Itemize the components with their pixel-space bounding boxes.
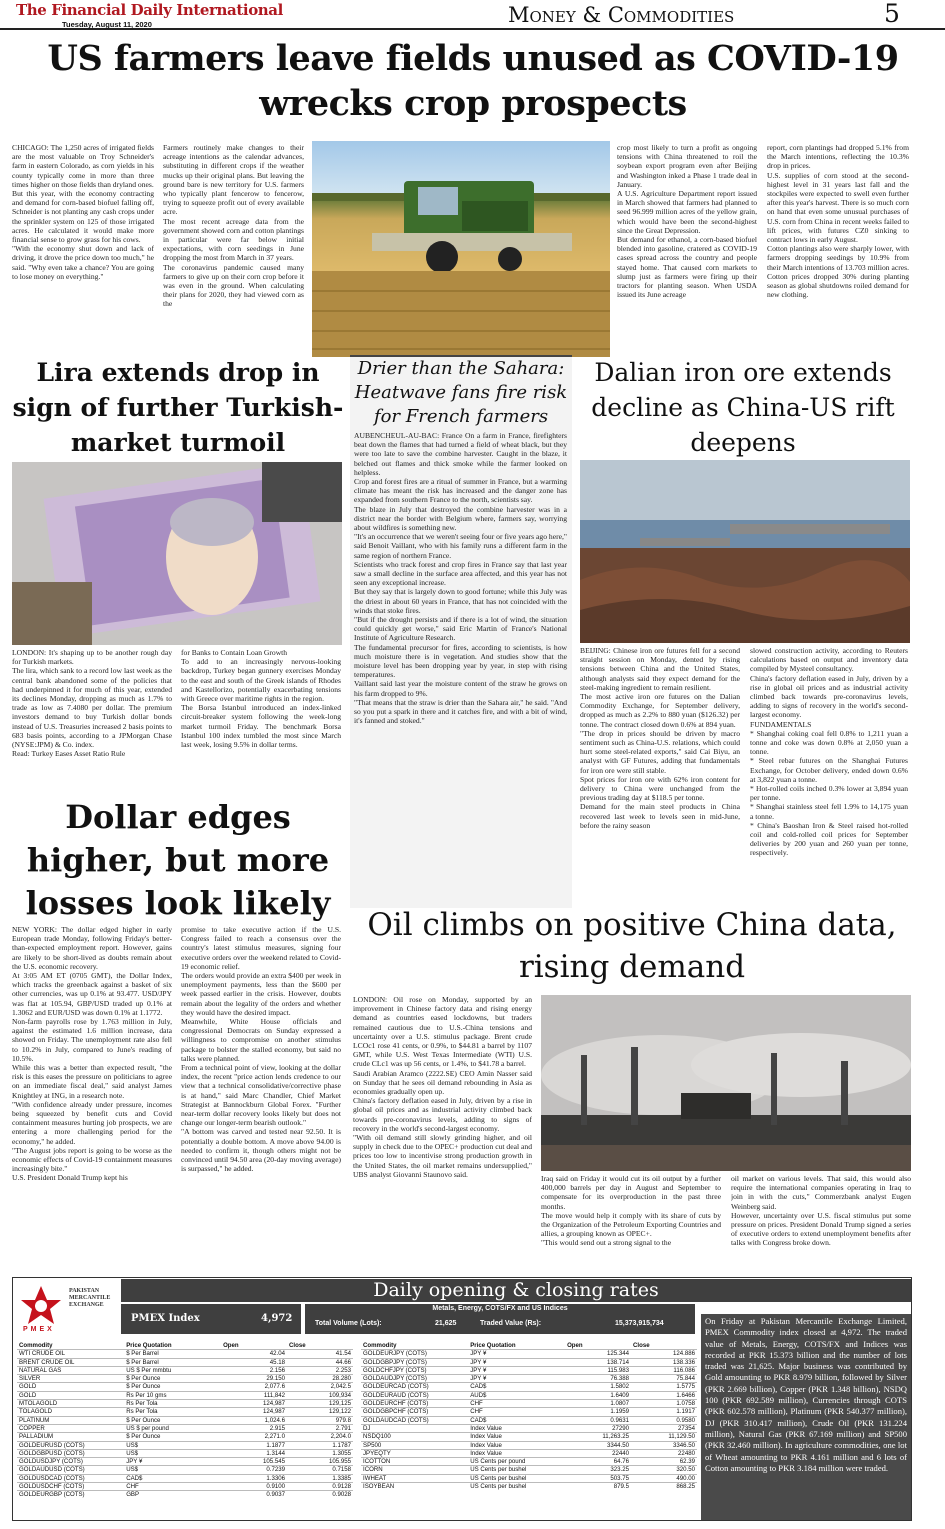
close-cell: 0.9028 [332,1491,351,1499]
section-title: Money & Commodities [508,3,735,27]
close-cell: 116.086 [673,1366,695,1374]
commodity-cell: GOLDUSDJPY (COTS) [19,1458,83,1466]
open-cell: 22440 [612,1449,630,1457]
open-cell: 1.5802 [610,1383,630,1391]
rates-banner-text: Daily opening & closing rates [373,1279,659,1301]
commodity-cell: IWHEAT [363,1474,387,1482]
farmers-col1: CHICAGO: The 1,250 acres of irrigated fields are the most valuable on Troy Schneider's farm in eastern Colorado, as corn yields in his county typically come in more than three times higher on those fields than dryland ones. But this year, with the economy contracting and demand for corn-based biofuel falling off, Schneider is not planting any cash crops under the sprinkler system on 125 of those irrigated acres. He calculated it would make more financial sense to grow grass for his cows. "With the economy shut down and lack of driving, it drove the price down too much," he said. "Why even take a chance? You are going to lose money on everything." [12,143,154,281]
traded-label: Traded Value (Rs): [480,1320,542,1327]
commodity-cell: GOLDGBPCHF (COTS) [363,1408,429,1416]
quotation-cell: Rs Per Tola [126,1400,158,1408]
table-row [361,1350,697,1358]
open-cell: 0.9100 [266,1483,286,1491]
open-cell: 115.983 [607,1366,630,1374]
table-row [17,1449,353,1457]
close-cell: 105.955 [328,1458,351,1466]
close-cell: 2.791 [335,1424,351,1432]
index-value: 4,972 [261,1313,293,1324]
close-cell: 1.1917 [676,1408,695,1416]
oil-col3: oil market on various levels. That said, this would also require the international companies operating in Iraq to join in with the cuts," Commerzbank analyst Eugen Weinberg said. However, uncertainty over U.S. fiscal stimulus put some pressure on prices. President Donald Trump signed a series of executive orders to extend unemployment benefits after talks with Congress broke down. [731,1174,911,1248]
open-cell: 11,263.25 [602,1433,630,1441]
col-commodity: Commodity [19,1342,53,1349]
quotation-cell: CAD$ [470,1383,487,1391]
quotation-cell: US $ Per mmbtu [126,1366,172,1374]
table-row [361,1424,697,1432]
open-cell: 2.915 [269,1424,286,1432]
lira-col2: for Banks to Contain Loan Growth To add to an increasingly nervous-looking backdrop, Turkey began gunnery exercises Monday to the east and south of the Greek islands of Rhodes and Kastellorizo, potentially exacerbating tensions with Greece over maritime rights in the region. The Borsa Istanbul introduced an index-linked circuit-breaker system following the week-long market turmoil Friday. The benchmark Borsa Istanbul 100 index tumbled the most since March last week, losing 9.5% in dollar terms. [181,648,341,750]
table-row [361,1458,697,1466]
quotation-cell: US $ per pound [126,1424,169,1432]
open-cell: 76.388 [610,1375,630,1383]
quotation-cell: JPY ¥ [470,1358,487,1366]
rates-summary: On Friday at Pakistan Mercantile Exchange Limited, PMEX Commodity index closed at 4,972. The traded value of Metals, Energy, COTS/FX and Indices was recorded at PKR 15.373 billion and the number of lots traded was 21,625. Major business was contributed by Gold amounting to PKR 8.979 billion, followed by Silver (PKR 2.669 billion), Copper (PKR 1.348 billion), NSDQ 100 (PKR 692.589 million), Currencies through COTS (PKR 602.578 million), Platinum (PKR 540.377 million), DJ (PKR 310.417 million), Crude Oil (PKR 131.224 million), Natural Gas (PKR 67.169 million) and SP500 (PKR 32.460 million). In agriculture commodities, one lot of Wheat amounting to PKR 4.161 million and 6 lots of Cotton amounting to PKR 3.184 million were traded. [705,1316,907,1473]
sahara-body: AUBENCHEUL-AU-BAC: France On a farm in France, firefighters beat down the flames that had turned a field of wheat black, but they were too late to save the combine harvester. Caught in the blaze, it belched out flames and thick smoke while the farmer looked on helpless. Crop and forest fires are a ritual of summer in France, but a warming climate has meant the risk has increased and the danger zone has expanded from southern France to the north, scientists say. The blaze in July that destroyed the combine harvester was in a district near the border with Belgium where, farmers say, worrying about wildfires is something new. "It's an occurrence that we weren't seeing four or five years ago here," said Benoit Vaillant, who with his family runs a different farm in the same region of northern France. Scientists who track forest and crop fires in France say that last year saw a small decline in the surface area affected, and this year has not seen any exceptional increase. But they say that is largely down to good fortune; while this July was the driest in about 60 years in France, that has not coincided with the winds that stoke fires. "But if the drought persists and if there is a lot of wind, the situation could quickly get worse," said Eric Martin of France's National Institute of Agriculture Research. The fundamental precursor for fires, according to scientists, is how much moisture there is in vegetation. And studies show that the moisture level has been dropping year by year, in step with rising temperatures. Vaillant said last year the moisture content of the straw he grows on his farm dropped to 9%. "That means that the straw is drier than the Sahara air," he said. "And so you put a spark in there and it catches fire, and with a bit of wind, it's fanned and stoked." [354,431,567,726]
close-cell: 490.00 [676,1474,695,1482]
table-row [361,1400,697,1408]
open-cell: 1.3306 [266,1474,286,1482]
quotation-cell: JPY ¥ [470,1375,487,1383]
commodity-cell: GOLDEURGBP (COTS) [19,1491,85,1499]
commodity-cell: ICORN [363,1466,383,1474]
quotation-cell: CHF [126,1483,139,1491]
open-cell: 2.156 [269,1366,286,1374]
lira-headline: Lira extends drop in sign of further Turkish-market turmoil [12,358,344,457]
masthead [0,0,945,30]
commodity-cell: BRENT CRUDE OIL [19,1358,75,1366]
close-cell: 979.8 [335,1416,351,1424]
open-cell: 1.1877 [266,1441,286,1449]
open-cell: 323.25 [610,1466,630,1474]
commodity-cell: PALLADIUM [19,1433,54,1441]
quotation-cell: US Cents per bushel [470,1483,527,1491]
quotation-cell: $ Per Ounce [126,1433,161,1441]
quotation-cell: $ Per Barrel [126,1350,159,1358]
page-number: 5 [884,0,900,28]
quotation-cell: US Cents per pound [470,1458,526,1466]
open-cell: 1.6409 [610,1391,630,1399]
quotation-cell: US Cents per bushel [470,1466,527,1474]
volume-label: Total Volume (Lots): [315,1320,382,1327]
open-cell: 879.5 [613,1483,630,1491]
quotation-cell: Index Value [470,1441,502,1449]
quotation-cell: CAD$ [126,1474,143,1482]
close-cell: 27354 [678,1424,695,1432]
open-cell: 0.9037 [266,1491,286,1499]
index-label: PMEX Index [131,1313,200,1324]
lira-col1: LONDON: It's shaping up to be another rough day for Turkish markets. The lira, which sank to a record low last week as the central bank abandoned some of the policies that had underpinned it for much of this year, extended its declines Monday, dropping as much as 1.7% to trade as low as 7.4080 per dollar. The premium investors demand to buy Turkish dollar bonds instead of U.S. Treasuries increased 2 basis points to 683 basis points, according to a JPMorgan Chase (NYSE:JPM) & Co. index. Read: Turkey Eases Asset Ratio Rule [12,648,172,759]
table-row [361,1383,697,1391]
rates-table-left [17,1342,353,1520]
commodity-cell: GOLDEURCHF (COTS) [363,1400,429,1408]
farmers-col4: report, corn plantings had dropped 5.1% from the March intentions, reflecting the 10.3% drop in prices. U.S. supplies of corn stood at the second-highest level in 31 years last fall and the stockpiles were expected to swell even further after this year's harvest. There is so much corn on hand that even some unusual purchases of U.S. corn from China in recent weeks failed to lift prices, with futures CZ0 sinking to contract lows in early August. Cotton plantings also were sharply lower, with farmers dropping seedings by 10.9% from their March intentions of 13.703 million acres. Cotton prices dropped 30% during planting season as global shutdowns roiled demand for new clothing. [767,143,909,300]
rates-subtitle-bar [305,1304,695,1334]
close-cell: 0.7158 [332,1466,351,1474]
table-row [361,1474,697,1482]
quotation-cell: CAD$ [470,1416,487,1424]
quotation-cell: $ Per Ounce [126,1416,161,1424]
quotation-cell: $ Per Barrel [126,1358,159,1366]
paper-name: The Financial Daily International [16,1,283,19]
rates-table-right [361,1342,697,1520]
open-cell: 64.76 [613,1458,630,1466]
close-cell: 22480 [678,1449,695,1457]
quotation-cell: US$ [126,1441,139,1449]
open-cell: 1.0807 [610,1400,630,1408]
table-row [17,1400,353,1408]
issue-date: Tuesday, August 11, 2020 [62,20,152,29]
col-quotation: Price Quotation [470,1342,516,1349]
quotation-cell: US$ [126,1449,139,1457]
col-commodity: Commodity [363,1342,397,1349]
oil-headline: Oil climbs on positive China data, rising demand [367,907,897,985]
quotation-cell: AUD$ [470,1391,487,1399]
open-cell: 124,987 [262,1408,286,1416]
dollar-col2: promise to take executive action if the U.S. Congress failed to reach a consensus over the country's latest stimulus measures, signing four executive orders over the weekend related to Covid-19 economic relief. The orders would provide an extra $400 per week in unemployment payments, less than the $600 per week passed earlier in the crisis. However, doubts remain about the legality of the orders and whether they would have the desired impact. Meanwhile, White House officials and congressional Democrats on Sunday expressed a willingness to compromise on another stimulus package to bolster the stalled economy, but said no talks were planned. From a technical point of view, looking at the dollar index, the recent "price action lends credence to our view that a technical consolidative/corrective phase is at hand," said Marc Chandler, Chief Market Strategist at Bannockburn Global Forex. "Further near-term dollar recovery looks likely but does not change our longer-term bearish outlook." "A bottom was carved and tested near 92.50. It is potentially a double bottom. A move above 94.00 is needed to confirm it, though others might not be convinced until 94.50 area (20-day moving average) is surpassed," he added. [181,925,341,1174]
table-row [361,1441,697,1449]
table-row [17,1375,353,1383]
close-cell: 1.0758 [676,1400,695,1408]
col-close: Close [289,1342,306,1349]
table-row [17,1483,353,1491]
table-header [17,1342,353,1350]
close-cell: 124.886 [672,1350,695,1358]
table-row [17,1441,353,1449]
open-cell: 125.344 [606,1350,630,1358]
quotation-cell: JPY ¥ [470,1366,487,1374]
commodity-cell: GOLDEURJPY (COTS) [363,1350,427,1358]
table-row [361,1433,697,1441]
open-cell: 111,842 [263,1391,286,1399]
table-header [361,1342,697,1350]
table-row [361,1366,697,1374]
commodity-cell: GOLDAUDCAD (COTS) [363,1416,429,1424]
commodity-cell: GOLDUSDCHF (COTS) [19,1483,85,1491]
close-cell: 11,129.50 [668,1433,695,1441]
logo-text: PAKISTAN MERCANTILE EXCHANGE [69,1288,111,1308]
col-open: Open [567,1342,583,1349]
dollar-col1: NEW YORK: The dollar edged higher in early European trade Monday, following Friday's better-than-expected employment report. However, gains are likely to be short-lived as doubts remain about the U.S. economic recovery. At 3:05 AM ET (0705 GMT), the Dollar Index, which tracks the greenback against a basket of six other currencies, was up 0.1% at 93.477. USD/JPY was flat at 105.94, GBP/USD traded up 0.1% at 1.3062 and EUR/USD was down 0.1% at 1.1772. Non-farm payrolls rose by 1.763 million in July, against the estimated 1.6 million increase, data showed on Friday. The unemployment rate also fell to 10.2% in July, compared to June's reading of 10.5%. While this was a better than expected result, "the risk is this eases the pressure on politicians to agree on an immediate fiscal deal," said analyst James Knightley at ING, in a research note. "With confidence already under pressure, incomes being squeezed by benefit cuts and Covid containment measures hurting job prospects, we are entering a more challenging period for the economy," he added. "The August jobs report is going to be worse as the economic effects of Covid-19 containment measures increasingly bite." U.S. President Donald Trump kept his [12,925,172,1183]
commodity-cell: GOLDAUDJPY (COTS) [363,1375,427,1383]
quotation-cell: $ Per Ounce [126,1383,161,1391]
commodity-cell: NATURAL GAS [19,1366,62,1374]
commodity-cell: GOLDEURCAD (COTS) [363,1383,429,1391]
open-cell: 1.1959 [610,1408,630,1416]
quotation-cell: Rs Per 10 gms [126,1391,167,1399]
table-row [361,1466,697,1474]
commodity-cell: GOLD [19,1383,37,1391]
quotation-cell: Index Value [470,1424,502,1432]
quotation-cell: US$ [126,1466,139,1474]
commodity-cell: GOLD [19,1391,37,1399]
quotation-cell: JPY ¥ [126,1458,143,1466]
oil-col1: LONDON: Oil rose on Monday, supported by an improvement in Chinese factory data and rising energy demand as countries eased lockdowns, but traders remained cautious due to U.S.-China tensions and uncertainty over a U.S. stimulus package. Brent crude LCOc1 rose 41 cents, or 0.9%, to $44.81 a barrel by 1107 GMT, while U.S. West Texas Intermediate (WTI) U.S. crude CLc1 was up 56 cents, or 1.4%, to $41.78 a barrel. Saudi Arabian Aramco (2222.SE) CEO Amin Nasser said on Sunday that he sees oil demand rebounding in Asia as economies gradually open up. China's factory deflation eased in July, driven by a rise in global oil prices and as industrial activity climbed back towards pre-coronavirus levels, adding to signs of recovery in the world's second-largest economy. "With oil demand still slowly grinding higher, and oil supply in check due to the OPEC+ production cut deal and prices too low to incentivise strong production growth in the United States, the oil market remains undersupplied," UBS analyst Giovanni Staunovo said. [353,995,532,1179]
quotation-cell: CHF [470,1400,483,1408]
table-row [361,1408,697,1416]
traded-value: 15,373,915,734 [615,1320,664,1327]
table-row [17,1491,353,1499]
table-row [17,1366,353,1374]
close-cell: 28.280 [332,1375,351,1383]
quotation-cell: Index Value [470,1433,502,1441]
open-cell: 2,077.6 [264,1383,286,1391]
rates-banner [121,1279,911,1302]
open-cell: 0.9631 [610,1416,630,1424]
rates-section [12,1277,912,1521]
quotation-cell: $ Per Ounce [126,1375,161,1383]
open-cell: 3344.50 [606,1441,630,1449]
close-cell: 868.25 [676,1483,695,1491]
table-row [17,1424,353,1432]
close-cell: 1.3055 [332,1449,351,1457]
commodity-cell: TOLAGOLD [19,1408,53,1416]
table-row [17,1408,353,1416]
table-row [17,1474,353,1482]
table-row [361,1358,697,1366]
commodity-cell: ISOYBEAN [363,1483,395,1491]
farmers-col2: Farmers routinely make changes to their acreage intentions as the calendar advances, substituting in different crops if the weather mucks up their original plans. But leaving the ground bare is new territory for U.S. farmers who typically plant fencerow to fencerow, trying to squeeze profit out of every available acre. The most recent acreage data from the government showed corn and cotton plantings in particular were far below initial expectations, with corn seedings in June dropping the most from March in 37 years. The coronavirus pandemic caused many farmers to give up on their corn crop before it was even in the ground. When calculating their plans for 2020, they had viewed corn as the [163,143,304,309]
col-open: Open [223,1342,239,1349]
close-cell: 138.336 [672,1358,695,1366]
table-row [17,1383,353,1391]
close-cell: 75.844 [676,1375,695,1383]
logo-abbr: PMEX [23,1326,55,1333]
dalian-headline: Dalian iron ore extends decline as China-US rift deepens [591,358,895,457]
rates-summary-box [701,1314,911,1520]
commodity-cell: SILVER [19,1375,41,1383]
commodity-cell: NSDQ100 [363,1433,391,1441]
quotation-cell: GBP [126,1491,140,1499]
commodity-cell: COPPER [19,1424,45,1432]
close-cell: 1.5775 [676,1383,695,1391]
quotation-cell: Index Value [470,1449,502,1457]
commodity-cell: ICOTTON [363,1458,391,1466]
table-row [17,1416,353,1424]
commodity-cell: DJ [363,1424,371,1432]
iron-ore-port-photo [580,460,910,643]
close-cell: 44.66 [335,1358,351,1366]
harvester-photo [312,141,610,357]
commodity-cell: SP500 [363,1441,382,1449]
table-row [17,1350,353,1358]
commodity-cell: GOLDGBPJPY (COTS) [363,1358,427,1366]
open-cell: 45.18 [269,1358,286,1366]
commodity-cell: MTOLAGOLD [19,1400,58,1408]
close-cell: 109,934 [328,1391,351,1399]
open-cell: 1.3144 [266,1449,286,1457]
commodity-cell: JPYEQTY [363,1449,391,1457]
commodity-cell: WTI CRUDE OIL [19,1350,66,1358]
open-cell: 2,271.0 [264,1433,286,1441]
dollar-headline: Dollar edges higher, but more losses look likely [25,798,331,922]
open-cell: 138.714 [606,1358,630,1366]
dalian-col1: BEIJING: Chinese iron ore futures fell for a second straight session on Monday, dented by rising tensions between China and the United States, although analysts said they expect demand for the steel-making ingredient to remain resilient. The most active iron ore futures on the Dalian Commodity Exchange, for September delivery, dropped as much as 2.2% to 880 yuan ($126.32) per tonne. The contract closed down 0.6% at 894 yuan. "The drop in prices should be driven by macro sentiment such as China-U.S. relations, which could hurt some steel-related exports," said Cai Biyu, an analyst with GF Futures, adding that fundamentals for iron ore were still stable. Spot prices for iron ore with 62% iron content for delivery to China were unchanged from the previous trading day at $118.5 per tonne. Demand for the main steel products in China recovered last week to levels seen in mid-June, before the rainy season [580,646,740,830]
pmex-logo [15,1280,119,1338]
open-cell: 0.7239 [266,1466,286,1474]
dalian-col2: slowed construction activity, according to Reuters calculations based on output and inventory data compiled by Mysteel consultancy. China's factory deflation eased in July, driven by a rise in global oil prices and as industrial activity climbed back towards pre-coronavirus levels, adding to signs of recovery in the world's second-largest economy. FUNDAMENTALS * Shanghai coking coal fell 0.8% to 1,211 yuan a tonne and coke was down 0.8% at 2,050 yuan a tonne. * Steel rebar futures on the Shanghai Futures Exchange, for October delivery, ended down 0.6% at 3,822 yuan a tonne. * Hot-rolled coils inched 0.3% lower at 3,894 yuan per tonne. * Shanghai stainless steel fell 1.9% to 14,175 yuan a tonne. * China's Baoshan Iron & Steel raised hot-rolled coil and cold-rolled coil prices for September deliveries by 200 yuan and 260 yuan per tonne, respectively. [750,646,908,858]
commodity-cell: GOLDAUDUSD (COTS) [19,1466,85,1474]
open-cell: 29.150 [266,1375,286,1383]
table-row [17,1466,353,1474]
oil-col2: Iraq said on Friday it would cut its oil output by a further 400,000 barrels per day in August and September to compensate for its overproduction in the past three months. The move would help it comply with its share of cuts by the Organization of the Petroleum Exporting Countries and allies, a grouping known as OPEC+. "This would send out a strong signal to the [541,1174,721,1248]
commodity-cell: PLATINUM [19,1416,50,1424]
quotation-cell: Rs Per Tola [126,1408,158,1416]
rates-subtitle: Metals, Energy, COTS/FX and US Indices [432,1305,568,1312]
quotation-cell: US Cents per bushel [470,1474,527,1482]
close-cell: 129,125 [328,1400,351,1408]
commodity-cell: GOLDCHFJPY (COTS) [363,1366,427,1374]
open-cell: 27290 [612,1424,630,1432]
table-row [361,1449,697,1457]
col-close: Close [633,1342,650,1349]
table-row [361,1483,697,1491]
close-cell: 1.6466 [676,1391,695,1399]
commodity-cell: GOLDEURAUD (COTS) [363,1391,429,1399]
quotation-cell: CHF [470,1408,483,1416]
oil-refinery-photo [541,995,911,1171]
close-cell: 1.3385 [332,1474,351,1482]
close-cell: 62.39 [679,1458,695,1466]
sahara-headline: Drier than the Sahara: Heatwave fans fire risk for French farmers [354,358,568,427]
open-cell: 124,987 [262,1400,286,1408]
open-cell: 503.75 [610,1474,630,1482]
volume-value: 21,625 [435,1320,457,1327]
quotation-cell: JPY ¥ [470,1350,487,1358]
farmers-col3: crop most likely to turn a profit as ongoing tensions with China threatened to roil the soybean export program even after Beijing and Washington inked a Phase 1 trade deal in January. A U.S. Agriculture Department report issued in March showed that farmers had planned to seed 96.999 million acres of the yellow grain, which would have been the second-highest since the Great Depression. But demand for ethanol, a corn-based biofuel blended into gasoline, cratered as COVID-19 cases spread across the country and people stayed home. That caused corn markets to slump just as farmers were firing up their tractors for planting season. When USDA issued its June acreage [617,143,757,300]
commodity-cell: GOLDGBPUSD (COTS) [19,1449,85,1457]
pmex-index-box [121,1304,301,1334]
table-row [361,1391,697,1399]
close-cell: 2.253 [335,1366,351,1374]
banknote-photo [12,462,342,645]
farmers-headline: US farmers leave fields unused as COVID-19 wrecks crop prospects [47,38,899,124]
close-cell: 0.9128 [332,1483,351,1491]
table-row [361,1375,697,1383]
close-cell: 129,122 [328,1408,351,1416]
close-cell: 2,204.0 [330,1433,351,1441]
commodity-cell: GOLDUSDCAD (COTS) [19,1474,85,1482]
close-cell: 2,042.5 [330,1383,351,1391]
close-cell: 3346.50 [672,1441,695,1449]
open-cell: 1,024.6 [264,1416,286,1424]
table-row [17,1358,353,1366]
close-cell: 1.1787 [332,1441,351,1449]
table-row [17,1458,353,1466]
table-row [17,1391,353,1399]
commodity-cell: GOLDEURUSD (COTS) [19,1441,85,1449]
open-cell: 105.545 [262,1458,286,1466]
close-cell: 41.54 [335,1350,351,1358]
close-cell: 0.9580 [676,1416,695,1424]
col-quotation: Price Quotation [126,1342,172,1349]
table-row [17,1433,353,1441]
table-row [361,1416,697,1424]
open-cell: 42.04 [269,1350,286,1358]
close-cell: 320.50 [676,1466,695,1474]
